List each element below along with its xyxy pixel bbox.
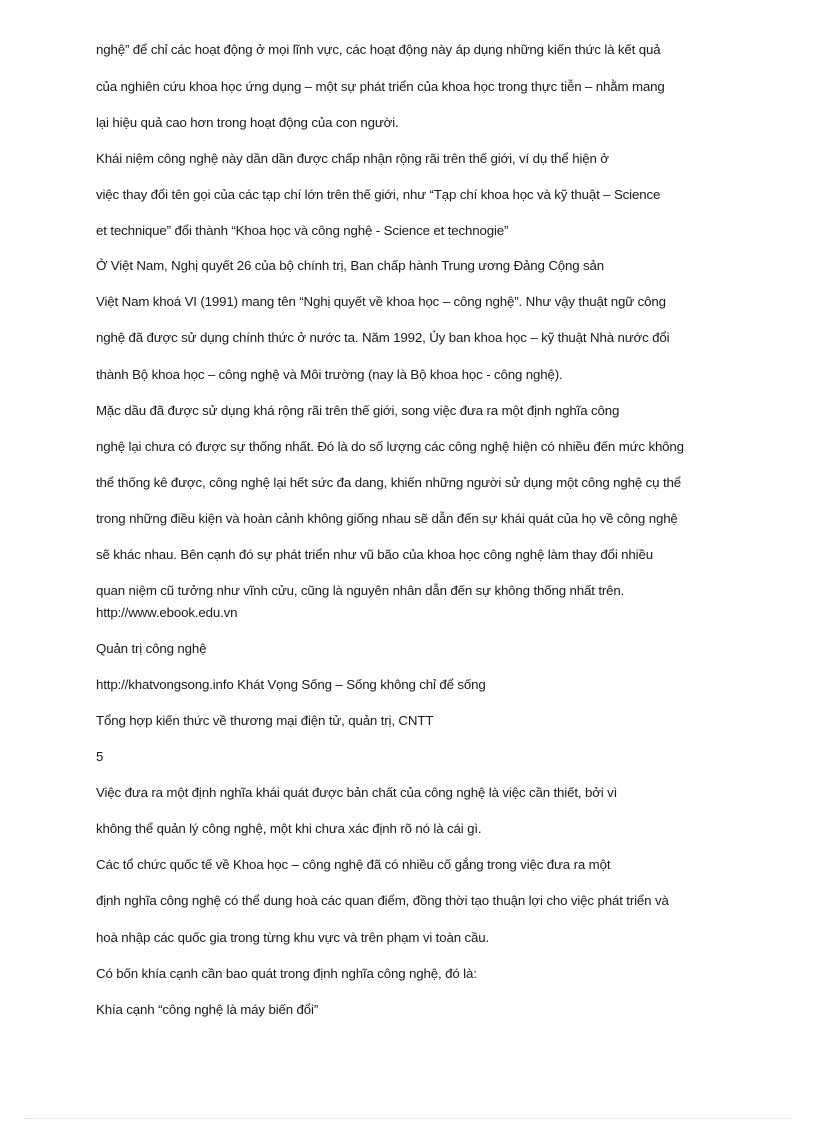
source-url: http://www.ebook.edu.vn <box>96 605 238 620</box>
text-line: sẽ khác nhau. Bên cạnh đó sự phát triển như vũ bão của khoa học công nghệ làm thay đổi nhiều <box>96 547 653 562</box>
section-label: Quản trị công nghệ <box>96 641 207 656</box>
text-line: Mặc dầu đã được sử dụng khá rộng rãi trên thế giới, song việc đưa ra một định nghĩa công <box>96 403 620 418</box>
text-line: Ở Việt Nam, Nghị quyết 26 của bộ chính trị, Ban chấp hành Trung ương Đảng Cộng sản <box>96 258 605 273</box>
text-line: Các tổ chức quốc tế về Khoa học – công nghệ đã có nhiều cố gắng trong việc đưa ra một <box>96 857 611 872</box>
text-line: Việc đưa ra một định nghĩa khái quát được bản chất của công nghệ là việc cần thiết, bởi vì <box>96 785 618 800</box>
text-line: nghệ đã được sử dụng chính thức ở nước ta. Năm 1992, Ủy ban khoa học – kỹ thuật Nhà nước đổi <box>96 330 670 345</box>
page-number: 5 <box>96 749 104 764</box>
text-line: Việt Nam khoá VI (1991) mang tên “Nghị quyết về khoa học – công nghệ”. Như vậy thuật ngữ công <box>96 294 666 309</box>
text-line: Khái niệm công nghệ này dần dần được chấp nhận rộng rãi trên thế giới, ví dụ thể hiện ở <box>96 151 609 166</box>
text-line: thể thống kê được, công nghệ lại hết sức đa dang, khiến những người sử dụng một công nghệ cụ thể <box>96 475 681 490</box>
text-line: hoà nhập các quốc gia trong từng khu vực và trên phạm vi toàn cầu. <box>96 930 490 945</box>
text-line: Có bốn khía cạnh cần bao quát trong định nghĩa công nghệ, đó là: <box>96 966 477 981</box>
page-bottom-divider <box>24 1118 792 1119</box>
text-line: lại hiệu quả cao hơn trong hoạt động của con người. <box>96 115 399 130</box>
text-line: định nghĩa công nghệ có thể dung hoà các quan điểm, đồng thời tạo thuận lợi cho việc phát triển và <box>96 893 669 908</box>
text-line: của nghiên cứu khoa học ứng dụng – một sự phát triển của khoa học trong thực tiễn – nhằm mang <box>96 79 665 94</box>
text-line: quan niệm cũ tưởng như vĩnh cửu, cũng là nguyên nhân dẫn đến sự không thống nhất trên. <box>96 583 625 598</box>
text-line: nghệ lại chưa có được sự thống nhất. Đó là do số lượng các công nghệ hiện có nhiều đến mức không <box>96 439 684 454</box>
site-tagline: Tổng hợp kiến thức về thương mại điện tử, quản trị, CNTT <box>96 713 434 728</box>
text-line: nghệ” để chỉ các hoạt động ở mọi lĩnh vực, các hoạt động này áp dụng những kiến thức là kết quả <box>96 42 661 57</box>
text-line: trong những điều kiện và hoàn cảnh không giống nhau sẽ dẫn đến sự khái quát của họ về công nghệ <box>96 511 678 526</box>
text-line: Khía cạnh “công nghệ là máy biến đổi” <box>96 1002 319 1017</box>
text-line: không thể quản lý công nghệ, một khi chưa xác định rõ nó là cái gì. <box>96 821 482 836</box>
text-line: việc thay đổi tên gọi của các tạp chí lớn trên thế giới, như “Tạp chí khoa học và kỹ thuật – Science <box>96 187 661 202</box>
site-banner: http://khatvongsong.info Khát Vọng Sống – Sống không chỉ để sống <box>96 677 486 692</box>
text-line: et technique” đổi thành “Khoa học và công nghệ - Science et technogie” <box>96 223 509 238</box>
text-line: thành Bộ khoa học – công nghệ và Môi trường (nay là Bộ khoa học - công nghệ). <box>96 367 563 382</box>
